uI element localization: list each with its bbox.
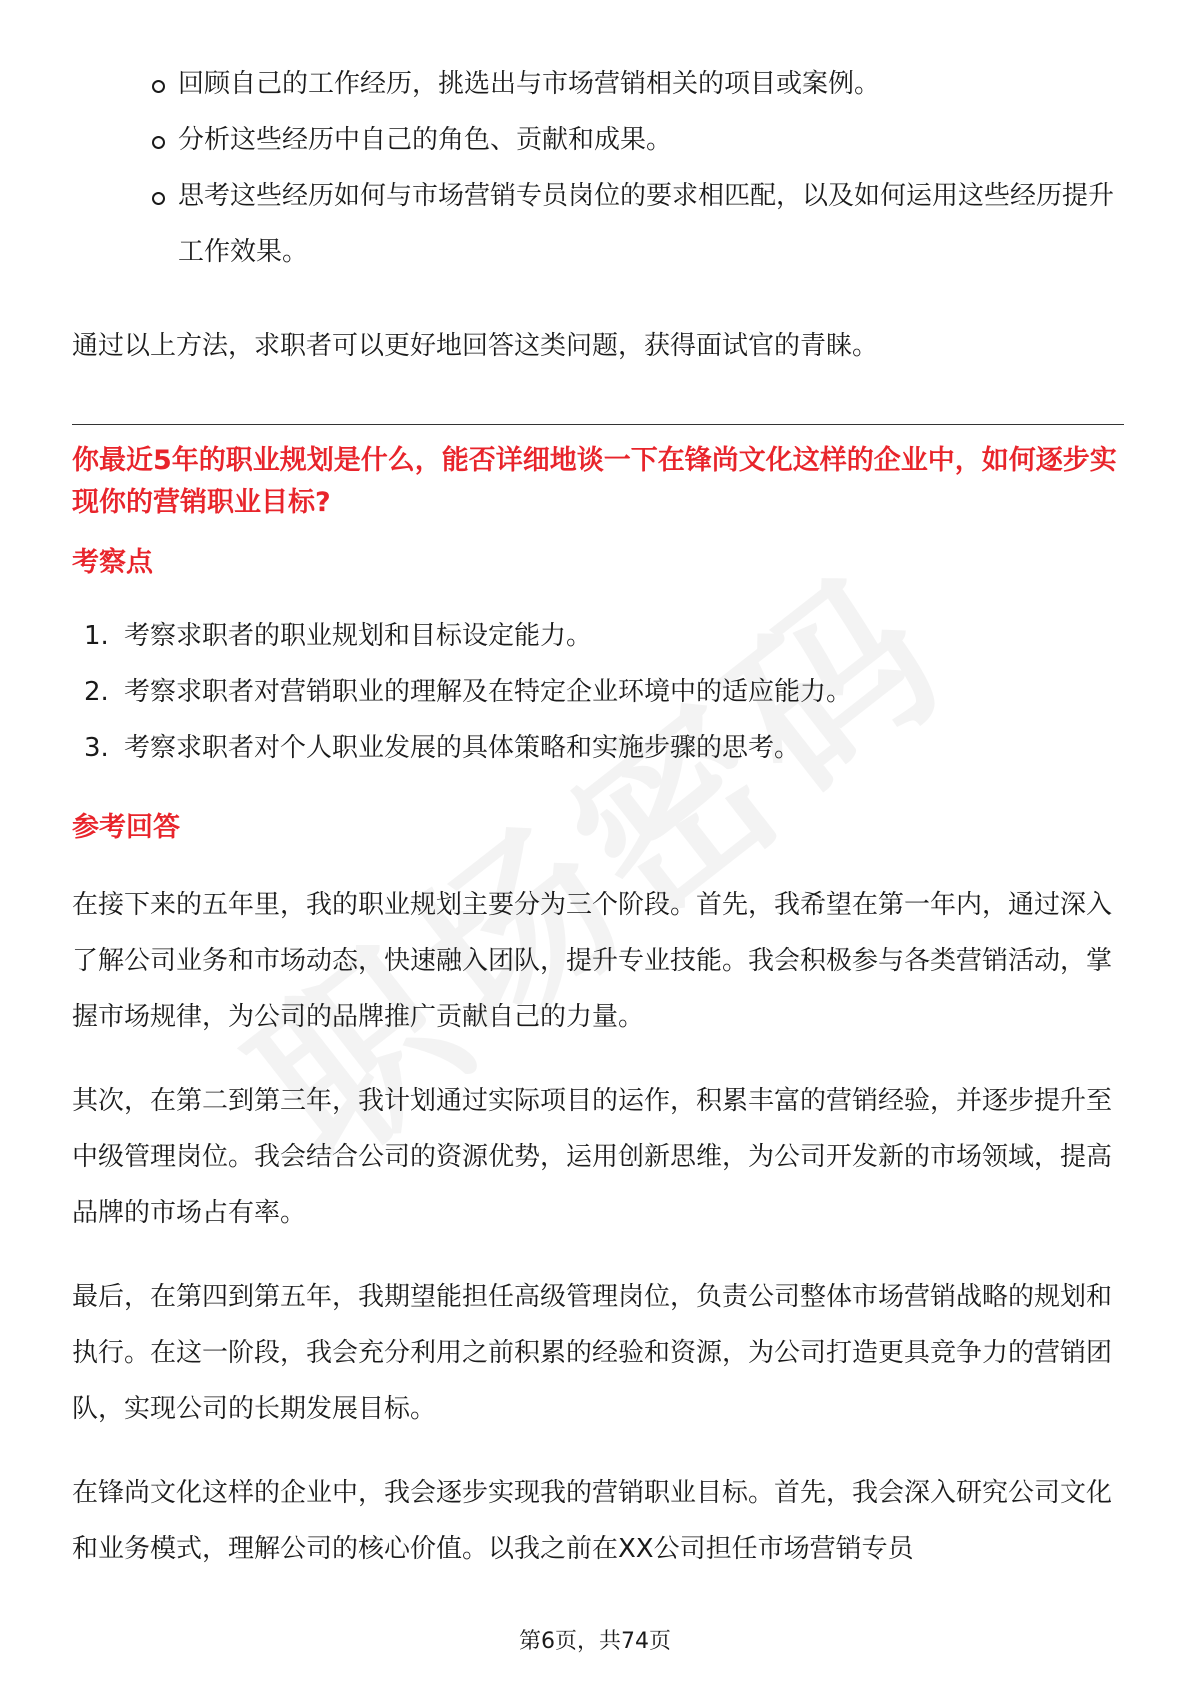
list-text: 考察求职者对个人职业发展的具体策略和实施步骤的思考。 xyxy=(124,733,801,763)
answer-paragraph: 在锋尚文化这样的企业中，我会逐步实现我的营销职业目标。首先，我会深入研究公司文化和业务模式，理解公司的核心价值。以我之前在XX公司担任市场营销专员 xyxy=(72,1478,1113,1564)
answer-paragraph: 最后，在第四到第五年，我期望能担任高级管理岗位，负责公司整体市场营销战略的规划和执行。在这一阶段，我会充分利用之前积累的经验和资源，为公司打造更具竞争力的营销团队，实现公司的长期发展目标。 xyxy=(72,1282,1113,1424)
answer-paragraph: 在接下来的五年里，我的职业规划主要分为三个阶段。首先，我希望在第一年内，通过深入了解公司业务和市场动态，快速融入团队，提升专业技能。我会积极参与各类营销活动，掌握市场规律，为公司的品牌推广贡献自己的力量。 xyxy=(72,890,1113,1032)
list-text: 考察求职者的职业规划和目标设定能力。 xyxy=(124,621,593,651)
question-heading: 你最近5年的职业规划是什么，能否详细地谈一下在锋尚文化这样的企业中，如何逐步实现你的营销职业目标? xyxy=(72,445,1117,518)
list-item xyxy=(84,664,852,720)
bullet-item: 回顾自己的工作经历，挑选出与市场营销相关的项目或案例。 xyxy=(148,56,1138,112)
bullet-item: 思考这些经历如何与市场营销专员岗位的要求相匹配，以及如何运用这些经历提升工作效果。 xyxy=(148,168,1138,280)
bullet-list xyxy=(148,56,1138,280)
list-number: 3. xyxy=(84,733,109,763)
summary-text: 通过以上方法，求职者可以更好地回答这类问题，获得面试官的青睐。 xyxy=(72,331,879,361)
list-item xyxy=(84,608,852,664)
section-heading-evaluation: 考察点 xyxy=(72,547,153,578)
answer-body xyxy=(72,877,1132,1605)
list-number: 2. xyxy=(84,677,109,707)
evaluation-list xyxy=(84,608,852,776)
list-text: 考察求职者对营销职业的理解及在特定企业环境中的适应能力。 xyxy=(124,677,853,707)
answer-paragraph: 其次，在第二到第三年，我计划通过实际项目的运作，积累丰富的营销经验，并逐步提升至中级管理岗位。我会结合公司的资源优势，运用创新思维，为公司开发新的市场领域，提高品牌的市场占有率。 xyxy=(72,1086,1113,1228)
section-heading-answer: 参考回答 xyxy=(72,812,180,843)
divider xyxy=(72,424,1124,425)
list-item xyxy=(84,720,852,776)
page-number: 第6页，共74页 xyxy=(519,1629,671,1654)
list-number: 1. xyxy=(84,621,109,651)
bullet-item: 分析这些经历中自己的角色、贡献和成果。 xyxy=(148,112,1138,168)
